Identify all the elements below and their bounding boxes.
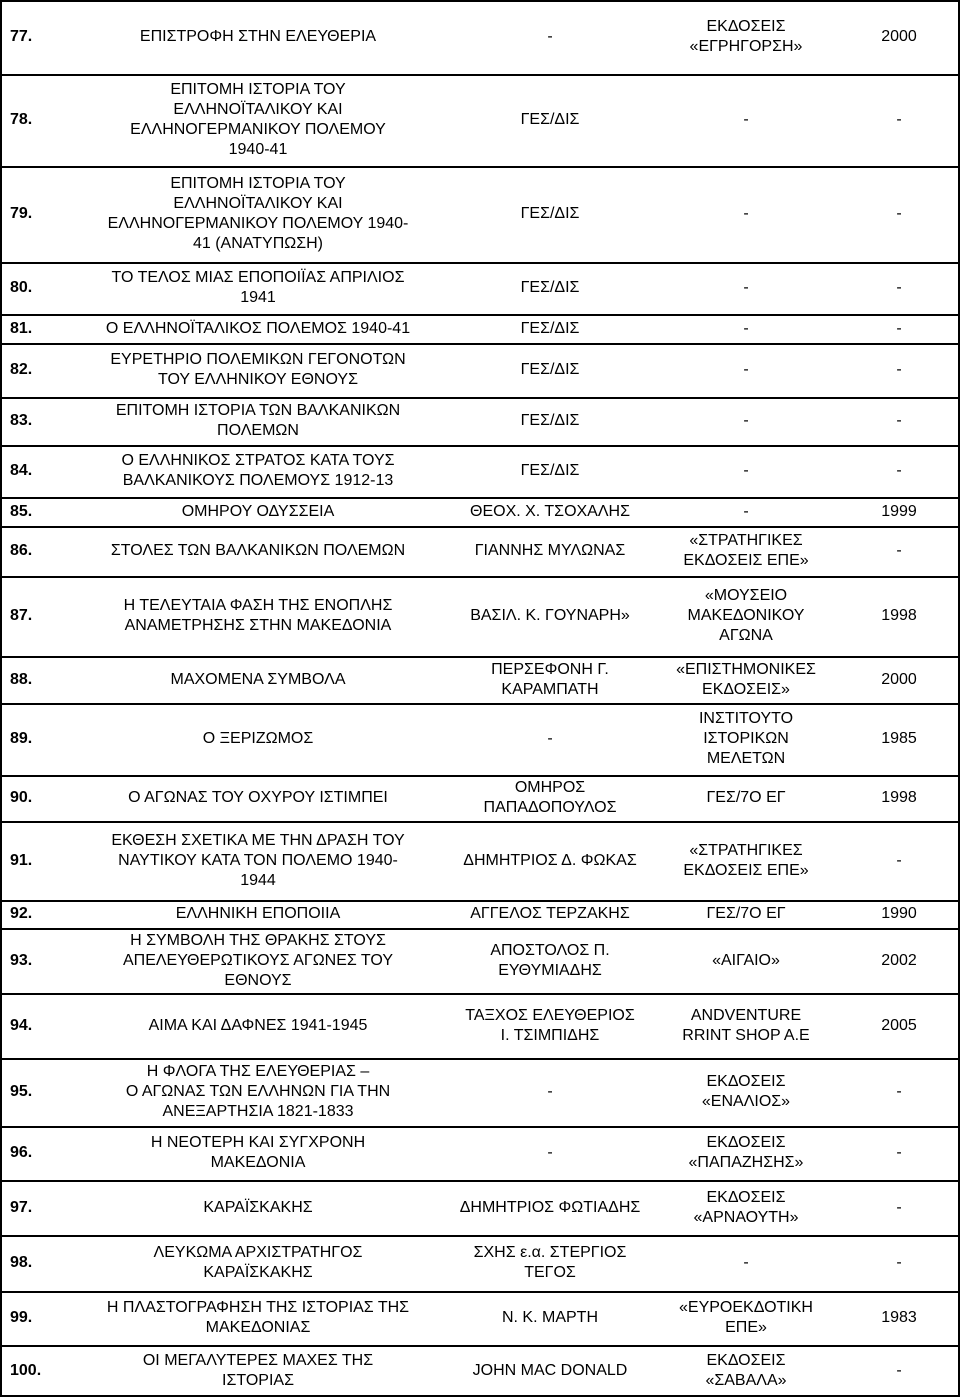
cell-publisher: «ΕΥΡΟΕΚΔΟΤΙΚΗ ΕΠΕ» xyxy=(679,1299,813,1336)
cell-year: 1983 xyxy=(881,1309,917,1326)
cell-year: 2005 xyxy=(881,1016,917,1034)
cell-publisher: - xyxy=(743,205,749,222)
cell-publisher: - xyxy=(743,1254,749,1271)
cell-author: Ν. Κ. ΜΑΡΤΗ xyxy=(501,1309,598,1326)
cell-publisher: - xyxy=(743,319,749,337)
cell-year: 1990 xyxy=(881,905,917,922)
row-divider xyxy=(0,497,960,499)
table-border xyxy=(0,0,2,1397)
cell-publisher: «ΣΤΡΑΤΗΓΙΚΕΣ ΕΚΔΟΣΕΙΣ ΕΠΕ» xyxy=(683,841,809,879)
cell-title: ΕΛΛΗΝΙΚΗ ΕΠΟΠΟΙΙΑ xyxy=(175,905,341,922)
cell-author: ΘΕΟΧ. Χ. ΤΣΟΧΑΛΗΣ xyxy=(470,502,630,520)
cell-title: ΟΜΗΡΟΥ ΟΔΥΣΣΕΙΑ xyxy=(181,502,335,520)
cell-publisher: ΕΚΔΟΣΕΙΣ «ΠΑΠΑΖΗΣΗΣ» xyxy=(688,1134,804,1171)
row-divider xyxy=(0,1291,960,1293)
cell-publisher: «ΜΟΥΣΕΙΟ ΜΑΚΕΔΟΝΙΚΟΥ ΑΓΩΝΑ xyxy=(687,587,805,644)
row-number: 92. xyxy=(10,905,33,922)
row-number: 87. xyxy=(10,607,33,624)
row-divider xyxy=(0,1126,960,1128)
cell-title: ΜΑΧΟΜΕΝΑ ΣΥΜΒΟΛΑ xyxy=(170,670,346,688)
cell-year: - xyxy=(896,361,902,378)
cell-year: 2000 xyxy=(881,670,917,688)
row-divider xyxy=(0,445,960,447)
row-number: 90. xyxy=(10,789,33,806)
row-divider xyxy=(0,262,960,264)
cell-author: ΠΕΡΣΕΦΟΝΗ Γ. ΚΑΡΑΜΠΑΤΗ xyxy=(491,660,609,698)
cell-year: - xyxy=(896,542,902,559)
row-number: 95. xyxy=(10,1083,33,1100)
cell-year: - xyxy=(896,1198,902,1216)
cell-author: ΤΑΞΧΟΣ ΕΛΕΥΘΕΡΙΟΣ Ι. ΤΣΙΜΠΙΔΗΣ xyxy=(465,1006,635,1044)
row-number: 78. xyxy=(10,111,33,128)
cell-publisher: - xyxy=(743,462,749,479)
row-number: 81. xyxy=(10,319,33,337)
cell-title: Ο ΞΕΡΙΖΩΜΟΣ xyxy=(202,730,314,747)
row-divider xyxy=(0,900,960,902)
row-divider xyxy=(0,703,960,705)
row-number: 89. xyxy=(10,730,33,747)
row-number: 96. xyxy=(10,1144,33,1161)
cell-title: ΑΙΜΑ ΚΑΙ ΔΑΦΝΕΣ 1941-1945 xyxy=(148,1016,368,1034)
cell-year: - xyxy=(896,412,902,429)
cell-publisher: «ΕΠΙΣΤΗΜΟΝΙΚΕΣ ΕΚΔΟΣΕΙΣ» xyxy=(676,660,816,698)
cell-publisher: ΙΝΣΤΙΤΟΥΤΟ ΙΣΤΟΡΙΚΩΝ ΜΕΛΕΤΩΝ xyxy=(698,710,794,767)
cell-author: ΓΕΣ/ΔΙΣ xyxy=(520,319,580,337)
cell-year: - xyxy=(896,319,902,337)
cell-publisher: - xyxy=(743,361,749,378)
row-number: 84. xyxy=(10,462,33,479)
cell-author: ΓΕΣ/ΔΙΣ xyxy=(520,412,580,429)
row-number: 97. xyxy=(10,1198,33,1216)
cell-title: Ο ΕΛΛΗΝΟΪΤΑΛΙΚΟΣ ΠΟΛΕΜΟΣ 1940-41 xyxy=(105,319,411,337)
cell-author: ΓΙΑΝΝΗΣ ΜΥΛΩΝΑΣ xyxy=(474,542,626,559)
cell-year: - xyxy=(896,1144,902,1161)
cell-title: ΛΕΥΚΩΜΑ ΑΡΧΙΣΤΡΑΤΗΓΟΣ ΚΑΡΑΪΣΚΑΚΗΣ xyxy=(153,1244,363,1281)
cell-publisher: - xyxy=(743,502,749,520)
cell-author: ΓΕΣ/ΔΙΣ xyxy=(520,205,580,222)
row-number: 100. xyxy=(10,1362,42,1379)
row-divider xyxy=(0,821,960,823)
cell-publisher: ANDVENTURE RRINT SHOP A.E xyxy=(682,1006,810,1044)
cell-publisher: ΕΚΔΟΣΕΙΣ «ΕΓΡΗΓΟΡΣΗ» xyxy=(689,18,803,55)
cell-publisher: «ΑΙΓΑΙΟ» xyxy=(712,951,780,969)
cell-title: Η ΣΥΜΒΟΛΗ ΤΗΣ ΘΡΑΚΗΣ ΣΤΟΥΣ ΑΠΕΛΕΥΘΕΡΩΤΙΚΟΥΣ ΑΓΩΝΕΣ ΤΟΥ ΕΘΝΟΥΣ xyxy=(122,931,394,989)
cell-author: ΓΕΣ/ΔΙΣ xyxy=(520,462,580,479)
cell-author: - xyxy=(547,730,553,747)
cell-title: ΕΠΙΣΤΡΟΦΗ ΣΤΗΝ ΕΛΕΥΘΕΡΙΑ xyxy=(139,28,377,45)
row-number: 79. xyxy=(10,205,33,222)
row-divider xyxy=(0,343,960,345)
cell-title: ΕΥΡΕΤΗΡΙΟ ΠΟΛΕΜΙΚΩΝ ΓΕΓΟΝΟΤΩΝ ΤΟΥ ΕΛΛΗΝΙΚΟΥ ΕΘΝΟΥΣ xyxy=(110,351,406,388)
cell-year: - xyxy=(896,1362,902,1379)
row-number: 98. xyxy=(10,1254,33,1271)
cell-title: Ο ΑΓΩΝΑΣ ΤΟΥ ΟΧΥΡΟΥ ΙΣΤΙΜΠΕΙ xyxy=(128,789,388,806)
cell-author: ΟΜΗΡΟΣ ΠΑΠΑΔΟΠΟΥΛΟΣ xyxy=(483,779,617,816)
cell-title: ΣΤΟΛΕΣ ΤΩΝ ΒΑΛΚΑΝΙΚΩΝ ΠΟΛΕΜΩΝ xyxy=(110,542,406,559)
cell-title: ΟΙ ΜΕΓΑΛΥΤΕΡΕΣ ΜΑΧΕΣ ΤΗΣ ΙΣΤΟΡΙΑΣ xyxy=(142,1352,374,1389)
cell-publisher: - xyxy=(743,279,749,296)
cell-year: - xyxy=(896,1083,902,1100)
row-number: 82. xyxy=(10,361,33,378)
cell-author: ΒΑΣΙΛ. Κ. ΓΟΥΝΑΡΗ» xyxy=(470,607,630,624)
cell-publisher: ΕΚΔΟΣΕΙΣ «ΑΡΝΑΟΥΤΗ» xyxy=(693,1188,799,1226)
row-number: 83. xyxy=(10,412,33,429)
cell-year: - xyxy=(896,462,902,479)
cell-year: 1998 xyxy=(881,607,917,624)
row-number: 91. xyxy=(10,851,33,869)
row-number: 85. xyxy=(10,502,33,520)
cell-author: ΑΠΟΣΤΟΛΟΣ Π. ΕΥΘΥΜΙΑΔΗΣ xyxy=(490,941,610,979)
row-divider xyxy=(0,526,960,528)
row-divider xyxy=(0,576,960,578)
row-divider xyxy=(0,314,960,316)
cell-author: ΓΕΣ/ΔΙΣ xyxy=(520,361,580,378)
cell-year: 2002 xyxy=(881,951,917,969)
cell-title: Η ΦΛΟΓΑ ΤΗΣ ΕΛΕΥΘΕΡΙΑΣ – Ο ΑΓΩΝΑΣ ΤΩΝ ΕΛΛΗΝΩΝ ΓΙΑ ΤΗΝ ΑΝΕΞΑΡΤΗΣΙΑ 1821-1833 xyxy=(125,1063,391,1120)
row-divider xyxy=(0,656,960,658)
row-divider xyxy=(0,166,960,168)
cell-author: - xyxy=(547,28,553,45)
row-divider xyxy=(0,74,960,76)
row-divider xyxy=(0,1180,960,1182)
row-number: 88. xyxy=(10,670,33,688)
cell-author: ΔΗΜΗΤΡΙΟΣ Δ. ΦΩΚΑΣ xyxy=(463,851,637,869)
row-number: 94. xyxy=(10,1016,33,1034)
cell-publisher: ΓΕΣ/7Ο ΕΓ xyxy=(706,789,786,806)
row-number: 77. xyxy=(10,28,33,45)
cell-title: ΕΚΘΕΣΗ ΣΧΕΤΙΚΑ ΜΕ ΤΗΝ ΔΡΑΣΗ ΤΟΥ ΝΑΥΤΙΚΟΥ ΚΑΤΑ ΤΟΝ ΠΟΛΕΜΟ 1940- 1944 xyxy=(111,831,405,889)
row-divider xyxy=(0,928,960,930)
cell-year: 2000 xyxy=(881,28,917,45)
cell-author: ΣΧΗΣ ε.α. ΣΤΕΡΓΙΟΣ ΤΕΓΟΣ xyxy=(473,1244,627,1281)
cell-year: 1985 xyxy=(881,730,917,747)
cell-year: - xyxy=(896,111,902,128)
cell-author: ΑΓΓΕΛΟΣ ΤΕΡΖΑΚΗΣ xyxy=(470,905,630,922)
row-divider xyxy=(0,993,960,995)
cell-author: ΓΕΣ/ΔΙΣ xyxy=(520,111,580,128)
row-divider xyxy=(0,1345,960,1347)
cell-publisher: - xyxy=(743,111,749,128)
row-divider xyxy=(0,1235,960,1237)
cell-title: Ο ΕΛΛΗΝΙΚΟΣ ΣΤΡΑΤΟΣ ΚΑΤΑ ΤΟΥΣ ΒΑΛΚΑΝΙΚΟΥΣ ΠΟΛΕΜΟΥΣ 1912-13 xyxy=(121,452,395,489)
cell-year: - xyxy=(896,205,902,222)
cell-year: 1998 xyxy=(881,789,917,806)
cell-publisher: ΕΚΔΟΣΕΙΣ «ΕΝΑΛΙΟΣ» xyxy=(701,1073,791,1110)
cell-title: Η ΤΕΛΕΥΤΑΙΑ ΦΑΣΗ ΤΗΣ ΕΝΟΠΛΗΣ ΑΝΑΜΕΤΡΗΣΗΣ ΣΤΗΝ ΜΑΚΕΔΟΝΙΑ xyxy=(123,597,393,634)
row-divider xyxy=(0,397,960,399)
row-number: 93. xyxy=(10,951,33,969)
cell-title: Η ΠΛΑΣΤΟΓΡΑΦΗΣΗ ΤΗΣ ΙΣΤΟΡΙΑΣ ΤΗΣ ΜΑΚΕΔΟΝΙΑΣ xyxy=(106,1299,410,1336)
cell-year: - xyxy=(896,1254,902,1271)
row-number: 86. xyxy=(10,542,33,559)
cell-publisher: ΕΚΔΟΣΕΙΣ «ΣΑΒΑΛΑ» xyxy=(705,1352,787,1389)
cell-title: Η ΝΕΟΤΕΡΗ ΚΑΙ ΣΥΓΧΡΟΝΗ ΜΑΚΕΔΟΝΙΑ xyxy=(150,1134,366,1171)
cell-publisher: - xyxy=(743,412,749,429)
row-number: 99. xyxy=(10,1309,33,1326)
cell-year: 1999 xyxy=(881,502,917,520)
cell-author: ΔΗΜΗΤΡΙΟΣ ΦΩΤΙΑΔΗΣ xyxy=(459,1198,641,1216)
row-divider xyxy=(0,0,960,2)
cell-title: ΕΠΙΤΟΜΗ ΙΣΤΟΡΙΑ ΤΟΥ ΕΛΛΗΝΟΪΤΑΛΙΚΟΥ ΚΑΙ ΕΛΛΗΝΟΓΕΡΜΑΝΙΚΟΥ ΠΟΛΕΜΟΥ 1940- 41 (ΑΝΑΤΥΠΩΣΗ) xyxy=(107,175,409,252)
row-number: 80. xyxy=(10,279,33,296)
cell-title: ΕΠΙΤΟΜΗ ΙΣΤΟΡΙΑ ΤΟΥ ΕΛΛΗΝΟΪΤΑΛΙΚΟΥ ΚΑΙ ΕΛΛΗΝΟΓΕΡΜΑΝΙΚΟΥ ΠΟΛΕΜΟΥ 1940-41 xyxy=(130,81,386,158)
cell-title: ΤΟ ΤΕΛΟΣ ΜΙΑΣ ΕΠΟΠΟΙΪΑΣ ΑΠΡΙΛΙΟΣ 1941 xyxy=(111,269,405,306)
cell-publisher: «ΣΤΡΑΤΗΓΙΚΕΣ ΕΚΔΟΣΕΙΣ ΕΠΕ» xyxy=(683,532,809,569)
row-divider xyxy=(0,775,960,777)
cell-author: ΓΕΣ/ΔΙΣ xyxy=(520,279,580,296)
cell-author: - xyxy=(547,1083,553,1100)
cell-author: JOHN MAC DONALD xyxy=(472,1362,628,1379)
cell-publisher: ΓΕΣ/7Ο ΕΓ xyxy=(706,905,786,922)
cell-title: ΚΑΡΑΪΣΚΑΚΗΣ xyxy=(203,1198,313,1216)
row-divider xyxy=(0,1058,960,1060)
cell-year: - xyxy=(896,279,902,296)
cell-year: - xyxy=(896,851,902,869)
cell-title: ΕΠΙΤΟΜΗ ΙΣΤΟΡΙΑ ΤΩΝ ΒΑΛΚΑΝΙΚΩΝ ΠΟΛΕΜΩΝ xyxy=(115,402,401,439)
cell-author: - xyxy=(547,1144,553,1161)
